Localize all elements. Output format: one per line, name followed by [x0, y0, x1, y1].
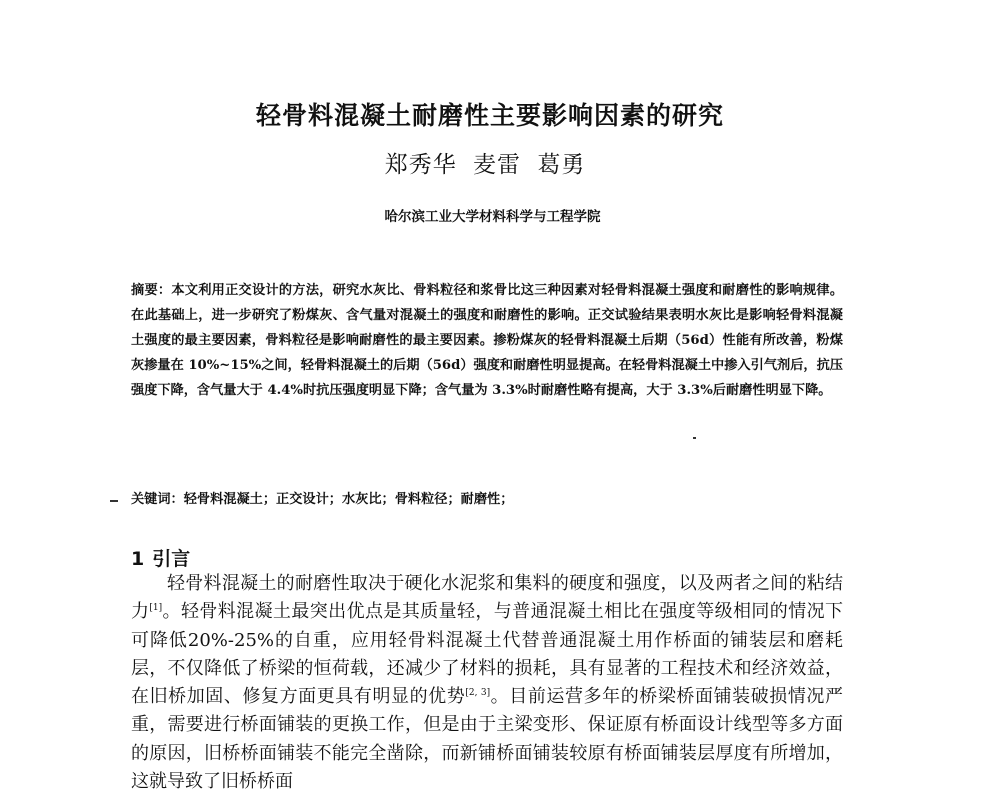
author-name: 麦雷 [473, 152, 521, 178]
keywords-label: 关键词： [131, 492, 184, 507]
author-name: 郑秀华 [384, 152, 457, 178]
paragraph-text: 轻骨料混凝土的耐磨性取决于硬化水泥浆和集料的硬度和强度，以及两者之间的粘结力 [131, 573, 843, 623]
paper-title: 轻骨料混凝土耐磨性主要影响因素的研究 [255, 101, 724, 130]
scan-speck [693, 437, 696, 439]
section-number: 1 [131, 548, 145, 570]
keywords-text: 轻骨料混凝土；正交设计；水灰比；骨料粒径；耐磨性； [183, 492, 514, 507]
citation-ref: [2, 3] [465, 688, 491, 699]
paragraph-text: 。轻骨料混凝土最突出优点是其质量轻，与普通混凝土相比在强度等级相同的情况下可降低20%-25%的自重，应用轻骨料混凝土代替普通混凝土用作桥面的铺装层和磨耗层，不仅降低了桥梁的恒荷载，还减少了材料的损耗，具有显著的工程技术和经济效益，在旧桥加固、修复方面更具有明显的优势 [131, 601, 844, 708]
paragraph-text: 。目前运营多年的桥梁桥面铺装破损情况严重，需要进行桥面铺装的更换工作，但是由于主梁变形、保证原有桥面设计线型等多方面的原因，旧桥桥面铺装不能完全凿除，而新铺桥面铺装较原有桥面铺装层厚度有所增加，这就导致了旧桥桥面 [131, 686, 844, 793]
author-name: 葛勇 [537, 152, 586, 178]
citation-ref: [1] [149, 603, 163, 614]
author-list [0, 146, 970, 179]
section-title: 引言 [152, 548, 191, 570]
abstract-label: 摘要： [131, 283, 172, 298]
body-paragraph [131, 570, 843, 796]
abstract-text: 本文利用正交设计的方法，研究水灰比、骨料粒径和浆骨比这三种因素对轻骨料混凝土强度和耐磨性的影响规律。在此基础上，进一步研究了粉煤灰、含气量对混凝土的强度和耐磨性的影响。正交试验结果表明水灰比是影响轻骨料混凝土强度的最主要因素，骨料粒径是影响耐磨性的最主要因素。掺粉煤灰的轻骨料混凝土后期（56d）性能有所改善，粉煤灰掺量在 10%~15%之间，轻骨料混凝土的后期（56d）强度和耐磨性明显提高。在轻骨料混凝土中掺入引气剂后，抗压强度下降，含气量大于 4.4%时抗压强度明显下降；含气量为 3.3%时耐磨性略有提高，大于 3.3%后耐磨性明显下降。 [131, 283, 844, 398]
affiliation: 哈尔滨工业大学材料科学与工程学院 [384, 209, 601, 225]
scan-dash-mark [110, 500, 118, 502]
section-heading [131, 544, 190, 571]
keywords [131, 488, 843, 507]
abstract [131, 278, 843, 403]
